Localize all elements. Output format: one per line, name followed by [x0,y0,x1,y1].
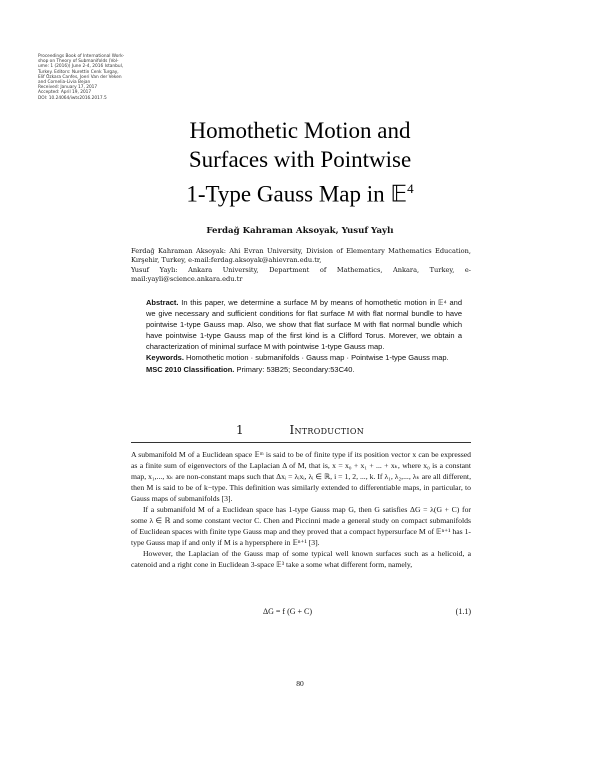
paragraph: If a submanifold M of a Euclidean space has 1-type Gauss map G, then G satisfies ΔG = λ(G + C) for some λ ∈ ℝ and some constant vector C. Chen and Piccinni made a general study on compact submanifolds of Euclidean spaces with finite type Gauss map and they proved that a compact hypersurface M of 𝔼ⁿ⁺¹ has 1-type Gauss map if and only if M is a hypersphere in 𝔼ⁿ⁺¹ [3]. [131,505,471,547]
journal-line: shop on Theory of Submanifolds (Vol- [38,59,119,65]
affiliations [131,247,471,284]
abstract-body [146,297,462,352]
equation-expression: ΔG = f (G + C) [263,607,313,616]
abstract-text: In this paper, we determine a surface M by means of homothetic motion in 𝔼⁴ and we give necessary and sufficient conditions for flat surface M with flat normal bundle to have pointwise 1-type Gauss map. Also, we show that flat surface M with flat normal bundle which have pointwise 1-type Gauss map of the first kind is a Clifford Torus. Morever, we obtain a characterization of minimal surface M with pointwise 1-type Gauss map. [146,298,462,352]
journal-line: ume: 1 (2016)) June 2-4, 2016 Istanbul, [38,64,124,70]
affiliation: Ferdağ Kahraman Aksoyak: Ahi Evran University, Division of Elementary Mathematics Education, Kırşehir, Turkey, e-mail:ferdag.aksoyak@ahievran.edu.tr, [131,247,471,265]
keywords-label: Keywords. [146,353,184,363]
title-line-2: Surfaces with Pointwise [188,147,412,172]
paragraph: A submanifold M of a Euclidean space 𝔼ᵐ is said to be of finite type if its position vector x can be expressed as a finite sum of eigenvectors of the Laplacian Δ of M, that is, x = x₀ + x₁ + ... + xₖ, where x₀ is a constant map, x₁,..., xₖ are non-constant maps such that Δxᵢ = λᵢxᵢ, λᵢ ∈ ℝ, i = 1, 2, ..., k. If λ₁, λ₂,..., λₖ are all different, then M is said to be of k−type. This definition was similarly extended to differentiable maps, in particular, to Gauss maps of submanifolds [3]. [131,450,471,503]
journal-line: Proceedings Book of International Work- [38,54,125,59]
journal-line: Turkey. Editors: Nurettin Cenk Turgay, [38,69,119,75]
authors: Ferdağ Kahraman Aksoyak, Yusuf Yaylı [206,226,394,236]
section-heading [100,423,500,437]
journal-line: Accepted: April 19, 2017 [38,90,92,96]
msc-text: Primary: 53B25; Secondary:53C40. [236,364,355,374]
journal-line: Received: January 17, 2017 [38,85,98,91]
journal-info [38,54,126,101]
keywords [146,352,462,363]
page-number: 80 [296,679,304,688]
title-line-3: 1-Type Gauss Map in 𝔼$^4$ [186,181,414,207]
journal-line: and Cornelia-Livia Bejan [38,80,91,86]
abstract-label: Abstract. [146,298,179,307]
affiliation: Yusuf Yaylı: Ankara University, Department of Mathematics, Ankara, Turkey, e-mail:yayli@science.ankara.edu.tr [131,265,471,283]
section-number: 1 [235,423,244,437]
msc-label: MSC 2010 Classification. [146,364,235,374]
body-text [131,449,471,570]
section-rule [131,442,471,443]
msc-classification [146,364,462,375]
paper-title [100,116,500,209]
abstract [146,297,462,375]
title-line-1: Homothetic Motion and [189,118,411,143]
keywords-text: Homothetic motion · submanifolds · Gauss map · Pointwise 1-type Gauss map. [186,353,449,363]
journal-line: DOI: 10.24064/iwts2016.2017.5 [38,95,107,101]
paragraph: However, the Laplacian of the Gauss map of some typical well known surfaces such as a helicoid, a catenoid and a right cone in Euclidean 3-space 𝔼³ take a some what different form, namely, [131,549,471,569]
journal-line: Elif Özkara Canfes, Joeri Van der Veken [38,74,122,80]
section-title: Introduction [289,423,365,437]
equation-tag: (1.1) [455,607,471,616]
